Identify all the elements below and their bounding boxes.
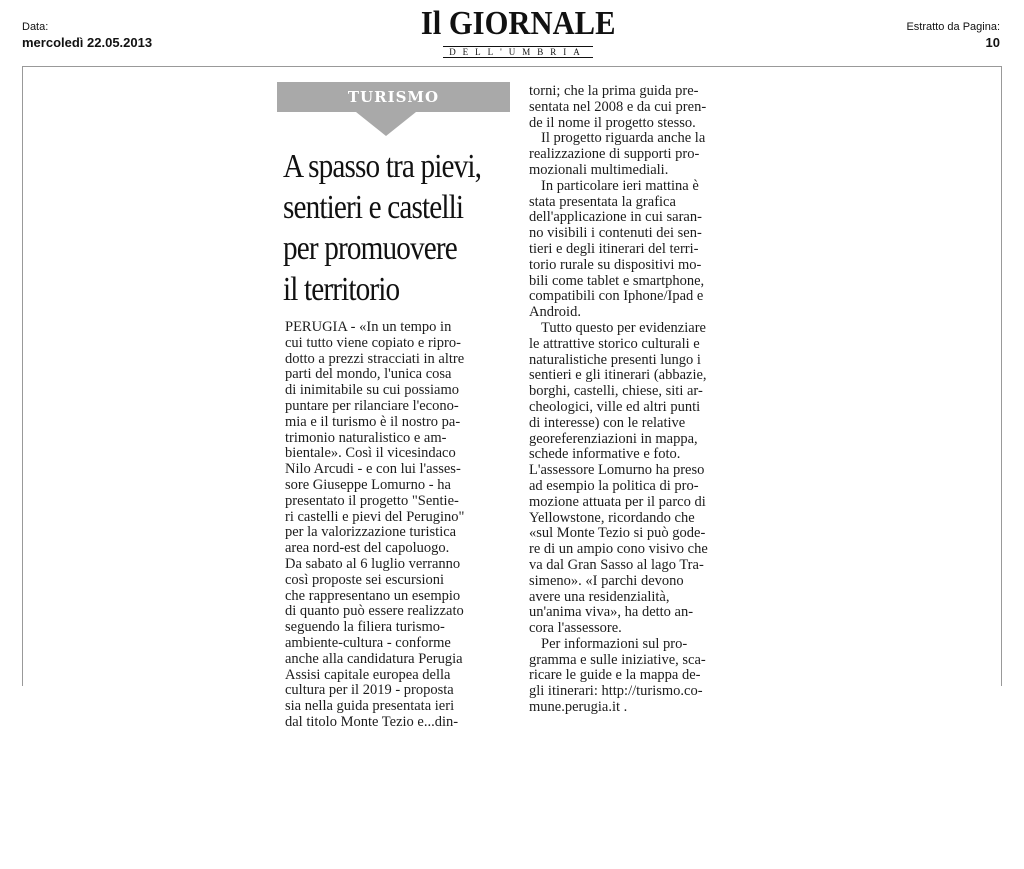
text-line: mune.perugia.it . — [529, 699, 628, 716]
article-column-right — [529, 84, 759, 716]
headline-line: per promuovere — [283, 230, 457, 267]
text-line: cultura per il 2019 - proposta — [285, 682, 454, 699]
text-line: stata presentata la grafica — [529, 193, 676, 210]
text-line: borghi, castelli, chiese, siti ar- — [529, 383, 703, 400]
text-line: ambiente-cultura - conforme — [285, 634, 451, 651]
text-line: Per informazioni sul pro- — [541, 635, 688, 652]
date-label: Data: — [22, 21, 49, 33]
headline-line: A spasso tra pievi, — [283, 148, 482, 185]
text-line: In particolare ieri mattina è — [541, 177, 699, 194]
text-line: trimonio naturalistico e am- — [285, 429, 447, 446]
text-line: no visibili i contenuti dei sen- — [529, 225, 702, 242]
text-line: di interesse) con le relative — [529, 414, 686, 431]
headline-line: sentieri e castelli — [283, 189, 464, 226]
page-number: 10 — [985, 35, 1000, 50]
section-tag — [277, 82, 510, 112]
article-column-left — [285, 320, 510, 731]
text-line: PERUGIA - «In un tempo in — [285, 319, 452, 335]
text-line: di inimitabile su cui possiamo — [285, 382, 459, 399]
date-value: mercoledì 22.05.2013 — [22, 35, 153, 50]
text-line: anche alla candidatura Perugia — [285, 650, 463, 667]
text-line: mia e il turismo è il nostro pa- — [285, 413, 461, 430]
text-line: dotto a prezzi stracciati in altre — [285, 350, 465, 367]
text-line: «sul Monte Tezio si può gode- — [529, 525, 706, 542]
text-line: cui tutto viene copiato e ripro- — [285, 334, 461, 351]
text-line: bili come tablet e smartphone, — [529, 272, 705, 289]
text-line: torio rurale su dispositivi mo- — [529, 256, 702, 273]
section-arrow — [356, 112, 416, 136]
text-line: Assisi capitale europea della — [285, 666, 451, 683]
newspaper-logo — [398, 6, 638, 60]
text-line: Android. — [529, 304, 581, 321]
text-line: cora l'assessore. — [529, 620, 622, 637]
text-line: mozione attuata per il parco di — [529, 493, 706, 510]
text-line: Il progetto riguarda anche la — [541, 130, 706, 147]
text-line: schede informative e foto. — [529, 446, 681, 463]
logo-sub: DELL'UMBRIA — [443, 46, 593, 58]
text-line: area nord-est del capoluogo. — [285, 540, 450, 557]
text-line: torni; che la prima guida pre- — [529, 83, 699, 99]
text-line: presentato il progetto "Sentie- — [285, 492, 459, 509]
text-line: va dal Gran Sasso al lago Tra- — [529, 556, 704, 573]
text-line: puntare per rilanciare l'econo- — [285, 397, 459, 414]
text-line: così proposte sei escursioni — [285, 571, 445, 588]
text-line: dal titolo Monte Tezio e...din- — [285, 713, 459, 730]
text-line: gli itinerari: http://turismo.co- — [529, 683, 703, 700]
text-line: avere una residenzialità, — [529, 588, 670, 605]
text-line: ad esempio la politica di pro- — [529, 477, 699, 494]
date-block — [22, 20, 152, 51]
text-line: tieri e degli itinerari del terri- — [529, 240, 699, 257]
text-line: parti del mondo, l'unica cosa — [285, 366, 452, 383]
logo-main: Il GIORNALE — [420, 5, 616, 42]
text-line: dell'applicazione in cui saran- — [529, 209, 702, 226]
text-line: che rappresentano un esempio — [285, 587, 461, 604]
text-line: georeferenziazioni in mappa, — [529, 430, 698, 447]
text-line: ricare le guide e la mappa de- — [529, 667, 701, 684]
text-line: Nilo Arcudi - e con lui l'asses- — [285, 461, 461, 478]
text-line: un'anima viva», ha detto an- — [529, 604, 694, 621]
text-line: realizzazione di supporti pro- — [529, 146, 700, 163]
page-label: Estratto da Pagina: — [906, 21, 1000, 33]
clipping-frame — [22, 66, 1002, 686]
article-headline — [283, 146, 489, 310]
text-line: compatibili con Iphone/Ipad e — [529, 288, 704, 305]
text-line: mozionali multimediali. — [529, 161, 669, 178]
text-line: sentieri e gli itinerari (abbazie, — [529, 367, 707, 384]
page-block — [906, 20, 1000, 51]
headline-line: il territorio — [283, 271, 400, 308]
text-line: Tutto questo per evidenziare — [541, 319, 706, 336]
text-line: re di un ampio cono visivo che — [529, 541, 708, 558]
text-line: de il nome il progetto stesso. — [529, 114, 696, 131]
text-line: ri castelli e pievi del Perugino" — [285, 508, 465, 525]
text-line: simeno». «I parchi devono — [529, 572, 684, 589]
text-line: seguendo la filiera turismo- — [285, 619, 445, 636]
text-line: naturalistiche presenti lungo i — [529, 351, 701, 368]
text-line: Da sabato al 6 luglio verranno — [285, 555, 461, 572]
section-label: TURISMO — [347, 88, 440, 106]
text-line: per la valorizzazione turistica — [285, 524, 457, 541]
text-line: Yellowstone, ricordando che — [529, 509, 695, 526]
text-line: bientale». Così il vicesindaco — [285, 445, 456, 462]
text-line: sentata nel 2008 e da cui pren- — [529, 98, 707, 115]
text-line: cheologici, ville ed altri punti — [529, 398, 701, 415]
text-line: gramma e sulle iniziative, sca- — [529, 651, 706, 668]
text-line: di quanto può essere realizzato — [285, 603, 464, 620]
text-line: sia nella guida presentata ieri — [285, 698, 455, 715]
text-line: sore Giuseppe Lomurno - ha — [285, 476, 451, 493]
text-line: L'assessore Lomurno ha preso — [529, 462, 705, 479]
text-line: le attrattive storico culturali e — [529, 335, 700, 352]
